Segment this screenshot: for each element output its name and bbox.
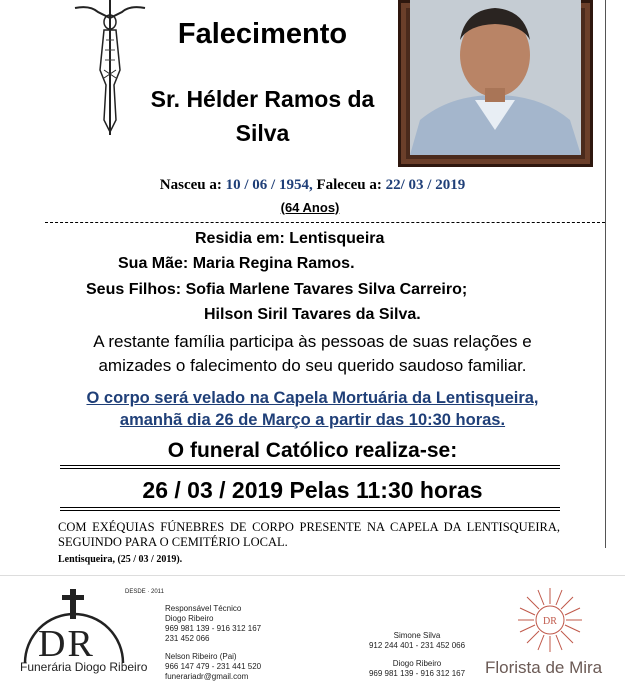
florist-name: Florista de Mira bbox=[485, 658, 603, 677]
funeral-datetime: 26 / 03 / 2019 Pelas 11:30 horas bbox=[142, 477, 483, 503]
announcement-line2: amizades o falecimento do seu querido saudoso familiar. bbox=[98, 356, 527, 375]
nelson-name: Nelson Ribeiro (Pai) bbox=[165, 652, 237, 661]
simone-phone: 912 244 401 - 231 452 066 bbox=[368, 641, 466, 650]
simone-name: Simone Silva bbox=[393, 631, 441, 640]
responsavel-label: Responsável Técnico bbox=[165, 604, 242, 613]
residence: Residia em: Lentisqueira bbox=[195, 230, 385, 247]
died-date: 22/ 03 / 2019 bbox=[385, 177, 466, 193]
place-date: Lentisqueira, (25 / 03 / 2019). bbox=[58, 554, 183, 565]
children-line2: Hilson Siril Tavares da Silva. bbox=[204, 306, 421, 323]
border-line bbox=[605, 0, 606, 548]
ceremony-note: COM EXÉQUIAS FÚNEBRES DE CORPO PRESENTE NA CAPELA DA LENTISQUEIRA, SEGUINDO PARA O CEMITÉRIO LOCAL. bbox=[58, 520, 560, 549]
children-line1: Seus Filhos: Sofia Marlene Tavares Silva Carreiro; bbox=[86, 281, 468, 298]
born-date: 10 / 06 / 1954, bbox=[225, 177, 313, 193]
florist-logo-letters: DR bbox=[543, 616, 557, 627]
born-label: Nasceu a: bbox=[159, 177, 222, 193]
portrait-frame bbox=[398, 0, 593, 167]
age: (64 Anos) bbox=[280, 200, 340, 215]
double-rule-bottom bbox=[60, 507, 560, 511]
announcement bbox=[40, 330, 585, 378]
deceased-name-line2: Silva bbox=[235, 120, 290, 146]
portrait-photo bbox=[410, 0, 581, 155]
page-title: Falecimento bbox=[177, 18, 348, 50]
funeral-heading: O funeral Católico realiza-se: bbox=[167, 439, 458, 462]
responsavel-name: Diogo Ribeiro bbox=[165, 614, 214, 623]
florist-logo bbox=[510, 585, 590, 655]
logo-letters: DR bbox=[38, 623, 95, 665]
wake-line1: O corpo será velado na Capela Mortuária da Lentisqueira, bbox=[86, 389, 539, 407]
wake-info bbox=[40, 387, 585, 431]
died-label: Faleceu a: bbox=[316, 177, 382, 193]
mother: Sua Mãe: Maria Regina Ramos. bbox=[118, 255, 355, 272]
announcement-line1: A restante família participa às pessoas de suas relações e bbox=[93, 332, 532, 351]
email: funerariadr@gmail.com bbox=[165, 672, 249, 681]
simone-contact bbox=[362, 631, 472, 651]
responsavel-phone2: 231 452 066 bbox=[165, 634, 210, 643]
diogo-phone: 969 981 139 - 916 312 167 bbox=[368, 669, 466, 678]
wake-line2: amanhã dia 26 de Março a partir das 10:30 horas. bbox=[119, 411, 506, 429]
nelson-phone: 966 147 479 - 231 441 520 bbox=[165, 662, 262, 671]
double-rule-top bbox=[60, 465, 560, 469]
diogo-contact bbox=[362, 659, 472, 679]
footer-separator bbox=[0, 575, 625, 576]
deceased-name-line1: Sr. Hélder Ramos da bbox=[150, 86, 375, 112]
responsavel-phone1: 969 981 139 - 916 312 167 bbox=[165, 624, 262, 633]
deceased-name bbox=[120, 82, 405, 150]
diogo-name: Diogo Ribeiro bbox=[392, 659, 442, 668]
contacts-block bbox=[165, 604, 261, 682]
divider bbox=[45, 222, 605, 223]
funeral-home-name: Funerária Diogo Ribeiro bbox=[20, 660, 148, 674]
dates-line bbox=[0, 177, 625, 194]
logo-small-text: DESDE · 2011 bbox=[125, 589, 164, 595]
